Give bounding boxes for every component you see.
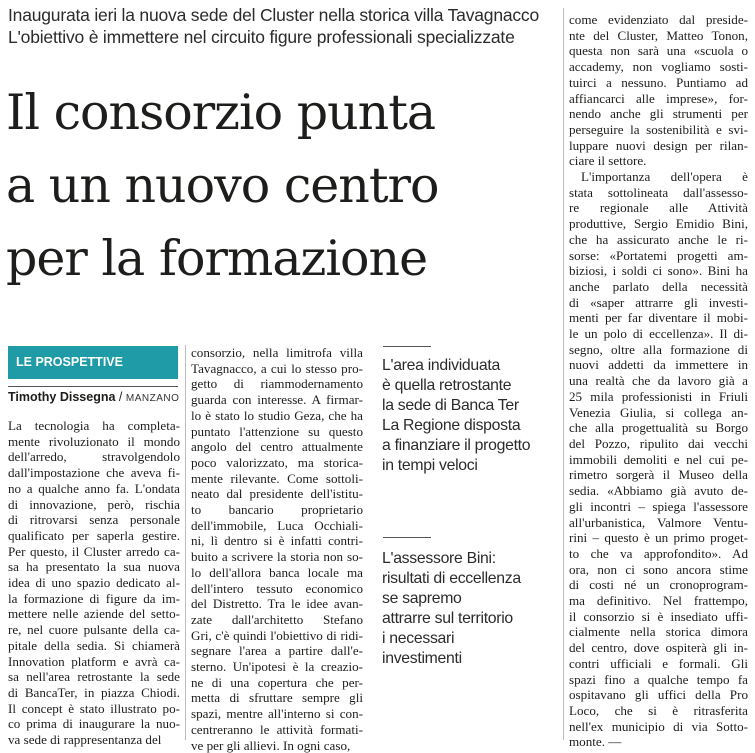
quote-line: investimenti [382,650,462,667]
text-line: sedia. «Abbiamo già avuto de- [569,483,748,499]
text-line: di BancaTer, in piazza Chiodi. [8,684,180,700]
text-line: una realtà che da lavoro già a [569,373,748,389]
byline [8,390,178,404]
text-line: accademy, non vogliamo sosti- [569,59,748,75]
text-line: sterno. Un'ipotesi è la creazio- [191,659,363,675]
text-line: rimetro sorgerà il Museo della [569,467,748,483]
text-line: gli incontri – spiega l'assessore [569,498,748,514]
text-line: to bancario proprietario [191,502,363,518]
quote-rule [383,346,431,347]
text-line: buito a scrivere la storia non so- [191,549,363,565]
quote-rule [383,537,431,538]
text-line: come evidenziato dal preside- [569,12,748,27]
text-line: 25 mila professionisti in Friuli [569,388,748,404]
byline-rule [8,386,178,387]
text-line: neato dal presidente dell'istitu- [191,486,363,502]
text-line: dell'intero tessuto economico [191,580,363,596]
pull-quote-1 [382,356,560,476]
headline-line: a un nuovo centro [6,157,439,214]
text-line: Venezia Giulia, si collega an- [569,404,748,420]
text-line: immobili demoliti e nel cui pe- [569,451,748,467]
text-line: lo dell'allora banca locale ma [191,564,363,580]
text-line: ni, lì dentro si è infatti contri- [191,533,363,549]
text-line: produttive, Sergio Emidio Bini, [569,216,748,232]
text-line: del centro, dove ospiterà gli in- [569,640,748,656]
text-line: stata sottolineata dall'assesso- [569,184,748,200]
kicker [8,4,568,48]
text-line: la formazione di figure da im- [8,590,180,606]
article-column-4 [569,12,748,750]
text-line: zate dall'architetto Stefano [191,611,363,627]
text-line: che alla progettualità su Borgo [569,420,748,436]
text-line: di costi né un cronoprogram- [569,577,748,593]
text-line: questa non sarà una «scuola o [569,43,748,59]
text-line: rini – questo è un primo proget- [569,530,748,546]
article-column-1 [8,418,180,748]
article-column-2 [191,345,363,753]
text-line: di ritrovarsi senza personale [8,512,180,528]
quote-line: risultati di eccellenza [382,570,521,587]
quote-line: La Regione disposta [382,417,521,434]
text-line: luppare nuovi design per rilan- [569,137,748,153]
topic-label: LE PROSPETTIVE [8,346,178,379]
text-line: ospitavano gli uffici della Pro [569,687,748,703]
text-line: La tecnologia ha completa- [8,418,180,433]
text-line: consorzio, nella limitrofa villa [191,345,363,360]
quote-line: è quella retrostante [382,377,512,394]
text-line: il consorzio si è insediato uffi- [569,608,748,624]
quote-line: la sede di Banca Ter [382,397,519,414]
text-line: re, nel cuore pulsante della ca- [8,622,180,638]
text-line: tuirci a nessuno. Puntiamo ad [569,74,748,90]
text-line: mente rivoluzionato il mondo [8,433,180,449]
text-line: co prima di inaugurare la nuo- [8,716,180,732]
text-line: no a qualche anno fa. L'ondata [8,480,180,496]
headline-line: per la formazione [6,230,428,287]
text-line: monte. — [569,734,622,750]
headline-line: Il consorzio punta [6,84,436,141]
text-line: re regionale alle Attività [569,200,748,216]
text-line: del Distretto. Tra le idee avan- [191,596,363,612]
text-line: nte del Cluster, Matteo Tonon, [569,27,748,43]
text-line: lo è stato lo studio Geza, che ha [191,407,363,423]
text-line: del Pozzo, ripulito dai vecchi [569,435,748,451]
text-line: Tavagnacco, a cui lo stesso pro- [191,360,363,376]
text-line: Il concept è stato illustrato po- [8,700,180,716]
text-line: ve per gli allievi. In ogni caso, [191,737,351,753]
text-line: L'importanza dell'opera è [581,169,748,185]
text-line: dell'immobile, Luca Occhiali- [191,517,363,533]
text-line: perseguire la sostenibilità e svi- [569,121,748,137]
author-name: Timothy Dissegna [8,390,116,404]
text-line: Loco, che si è ritrasferita [569,702,748,718]
pull-quote-2 [382,549,560,669]
column-divider [185,345,186,740]
text-line: nuovi addetti da immettere in [569,357,748,373]
text-line: menti per far diventare il mobi- [569,310,748,326]
text-line: di innovazione, però, rischia [8,496,180,512]
text-line: all'urbanistica, Valmore Ventu- [569,514,748,530]
kicker-line: Inaugurata ieri la nuova sede del Cluster nella storica villa Tavagnacco [8,5,540,25]
text-line: segno, oltre alla formazione di [569,341,748,357]
text-line: centreranno le attività formati- [191,721,363,737]
text-line: idea di uno spazio dedicato al- [8,575,180,591]
quote-line: attrarre sul territorio [382,610,513,627]
text-line: metta di sfruttare sempre gli [191,690,363,706]
text-line: ciare il settore. [569,153,647,169]
text-line: ma definitivo. Nel frattempo, [569,593,748,609]
text-line: contri ufficiali e formali. Gli [569,655,748,671]
headline [6,76,566,295]
quote-line: L'area individuata [382,357,500,374]
text-line: dall'impostazione che aveva fi- [8,465,180,481]
column-divider [563,8,564,740]
text-line: getto di riammodernamento [191,376,363,392]
text-line: guarda con interesse. A firmar- [191,392,363,408]
text-line: ora, non ci sono ancora stime [569,561,748,577]
text-line: segnare l'area a partire dall'e- [191,643,363,659]
quote-line: se sapremo [382,590,462,607]
text-line: spazi fino a qualche tempo fa [569,671,748,687]
text-line: to che va approfondito». Ad [569,545,748,561]
quote-line: a finanziare il progetto [382,437,531,454]
text-line: sorse: «Portatemi progetti am- [569,247,748,263]
text-line: nendo anche gli strumenti per [569,106,748,122]
text-line: puntato l'attenzione su questo [191,423,363,439]
text-line: mettere nelle aziende del setto- [8,606,180,622]
text-line: dell'arredo, stravolgendolo [8,449,180,465]
text-line: qualificato per saperla gestire. [8,527,180,543]
text-line: nell'ex municipio di via Sotto- [569,718,748,734]
text-line: ne di una copertura che per- [191,674,363,690]
quote-line: i necessari [382,630,455,647]
text-line: Innovation platform e avrà ca- [8,653,180,669]
text-line: sa nell'area retrostante la sede [8,669,180,685]
text-line: Gri, c'è quindi l'obiettivo di ridi- [191,627,363,643]
text-line: pitale della sedia. Si chiamerà [8,637,180,653]
text-line: mente rilevante. Come sottoli- [191,470,363,486]
quote-line: L'assessore Bini: [382,550,496,567]
text-line: anche parlato della necessità [569,278,748,294]
text-line: spazi, mentre all'interno si con- [191,706,363,722]
text-line: affiancarci alle imprese», for- [569,90,748,106]
text-line: Per questo, il Cluster arredo ca- [8,543,180,559]
text-line: biziosi, i soldi ci sono». Bini ha [569,263,748,279]
byline-separator: / [118,390,126,404]
text-line: angolo del centro attualmente [191,439,363,455]
text-line: va sede di rappresentanza del [8,732,162,748]
text-line: poco valorizzato, ma storica- [191,454,363,470]
kicker-line: L'obiettivo è immettere nel circuito figure professionali specializzate [8,27,515,47]
text-line: le un polo di eccellenza». Il di- [569,326,748,342]
text-line: sa ha presentato la sua nuova [8,559,180,575]
text-line: cialmente nella storica dimora [569,624,748,640]
text-line: che ha assicurato anche le ri- [569,231,748,247]
dateline-place: MANZANO [125,393,180,404]
text-line: di «saper attrarre gli investi- [569,294,748,310]
quote-line: in tempi veloci [382,457,478,474]
